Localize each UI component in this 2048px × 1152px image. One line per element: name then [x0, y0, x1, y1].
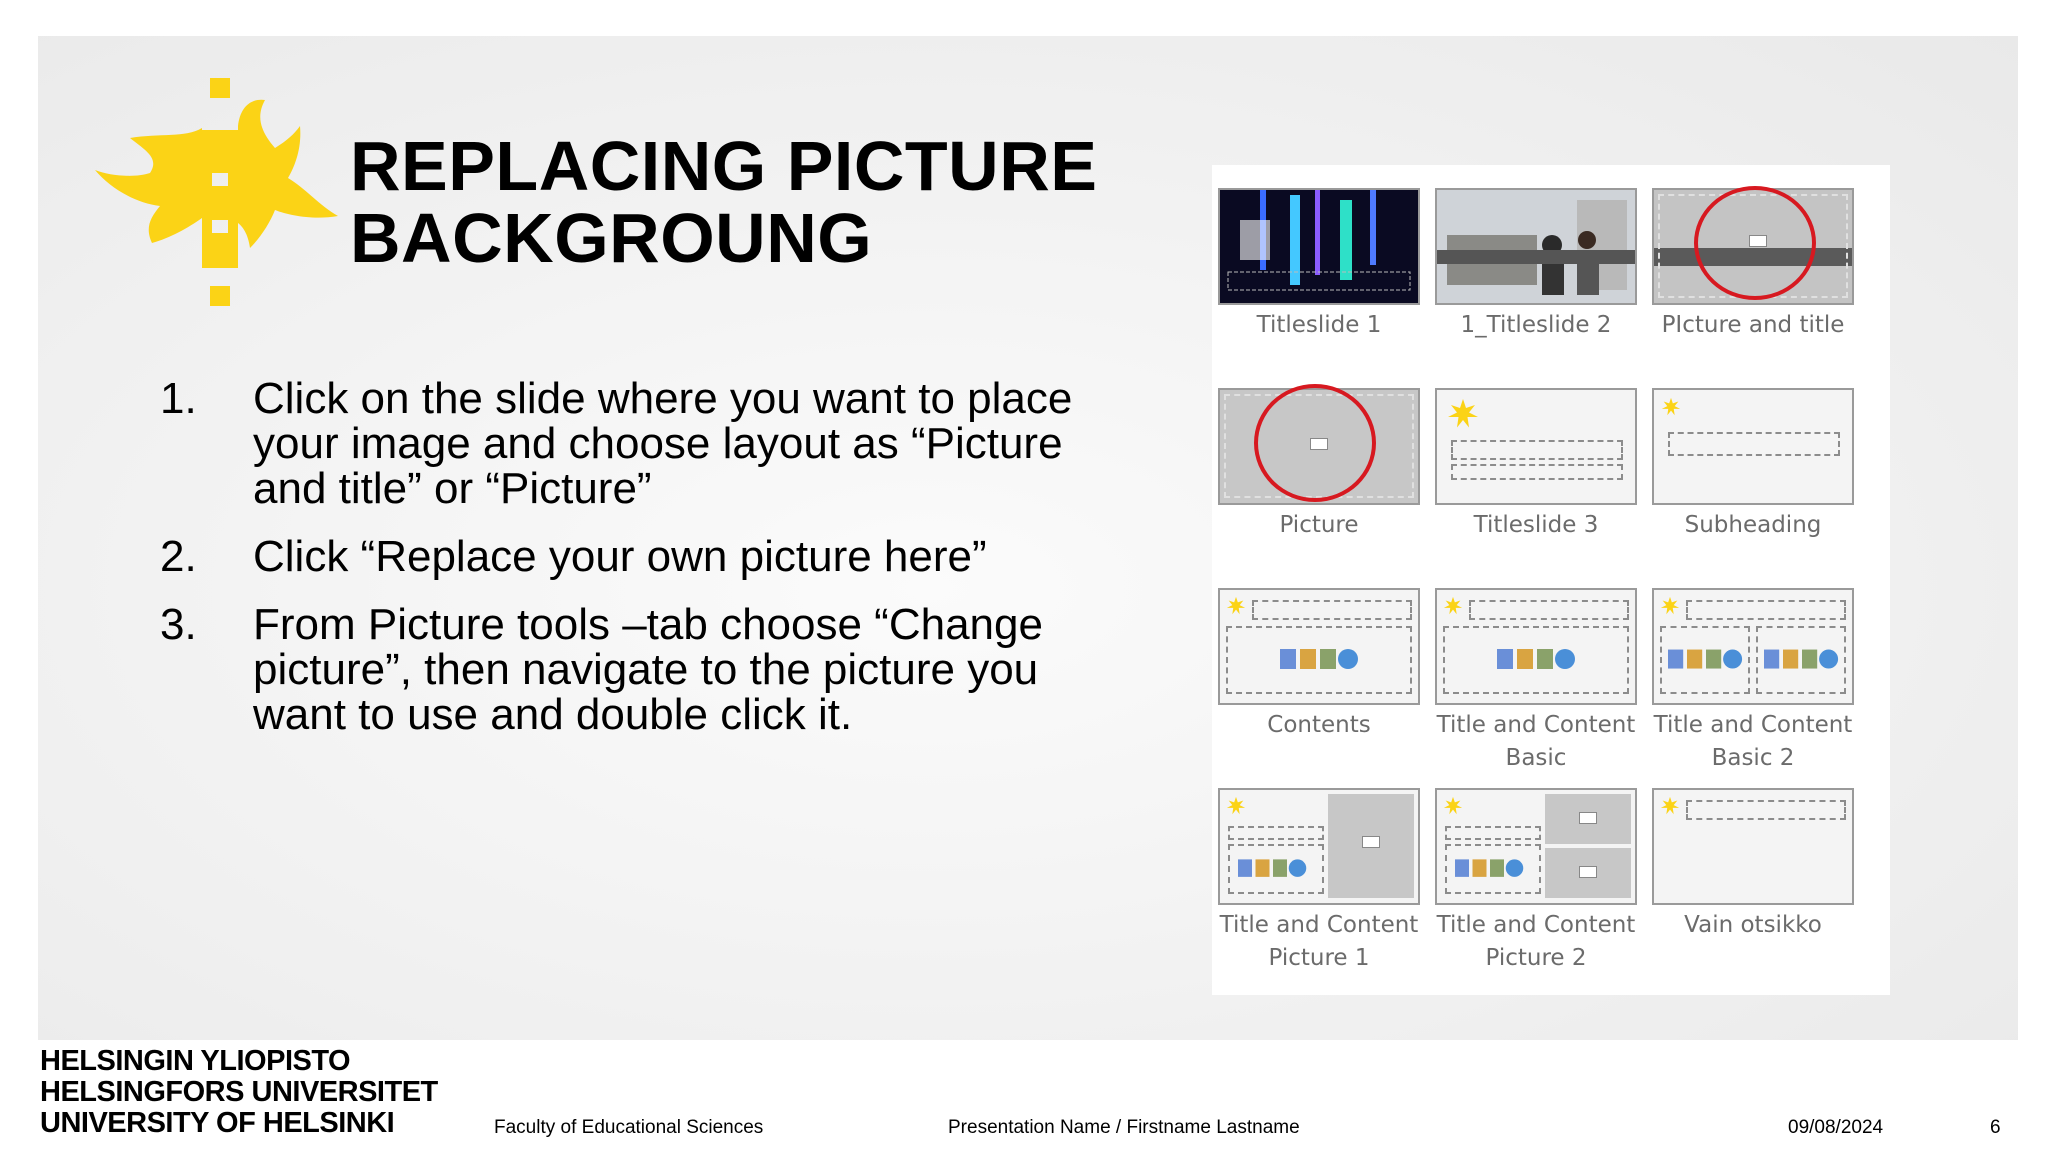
thumb-frame: [1435, 188, 1637, 305]
layout-thumb-picture-and-title[interactable]: [1652, 188, 1854, 338]
content-placeholder-icons: [1238, 854, 1308, 884]
step-text: From Picture tools –tab choose “Change picture”, then navigate to the picture you want to use and double click it.: [253, 600, 1043, 739]
layout-thumb-titleslide-2[interactable]: [1435, 188, 1637, 338]
photo-preview-icon: [1220, 190, 1418, 303]
mini-flame-icon: [1445, 396, 1481, 432]
layout-thumb-picture[interactable]: [1218, 388, 1420, 538]
title-placeholder: [1445, 826, 1541, 840]
wordmark-line-english: UNIVERSITY OF HELSINKI: [40, 1107, 395, 1139]
footer-page-number: 6: [1990, 1117, 2001, 1138]
layout-thumb-title-content-picture-2[interactable]: [1435, 788, 1637, 971]
step-text: Click “Replace your own picture here”: [253, 532, 987, 581]
title-placeholder: [1686, 600, 1846, 620]
layout-gallery: [1212, 165, 1890, 995]
layout-thumb-contents[interactable]: [1218, 588, 1420, 738]
layout-thumb-titleslide-1[interactable]: [1218, 188, 1420, 338]
instruction-list: [160, 376, 1140, 760]
layout-thumb-vain-otsikko[interactable]: [1652, 788, 1854, 938]
thumb-frame: [1435, 588, 1637, 705]
step-number: 3.: [160, 600, 197, 649]
university-flame-logo-icon: [90, 78, 338, 308]
subtitle-placeholder: [1451, 464, 1623, 480]
mini-flame-icon: [1225, 795, 1247, 817]
footer-presentation-name: Presentation Name / Firstname Lastname: [948, 1117, 1300, 1138]
wordmark-line-swedish: HELSINGFORS UNIVERSITET: [40, 1076, 438, 1108]
thumb-frame: [1652, 388, 1854, 505]
layout-label: 1_Titleslide 2: [1460, 312, 1612, 338]
content-placeholder-icons: [1497, 645, 1577, 675]
layout-thumb-title-content-basic[interactable]: [1435, 588, 1637, 771]
mini-flame-icon: [1442, 795, 1464, 817]
layout-label: Contents: [1267, 712, 1371, 738]
picture-placeholder-icon: [1362, 836, 1380, 848]
mini-flame-icon: [1659, 595, 1681, 617]
step-text: Click on the slide where you want to place your image and choose layout as “Picture and title” or “Picture”: [253, 374, 1073, 513]
layout-label: Subheading: [1684, 512, 1822, 538]
photo-preview-icon: [1437, 190, 1635, 303]
mini-flame-icon: [1659, 795, 1681, 817]
layout-thumb-title-content-picture-1[interactable]: [1218, 788, 1420, 971]
thumb-frame: [1218, 588, 1420, 705]
thumb-frame: [1652, 788, 1854, 905]
step-number: 1.: [160, 374, 197, 423]
content-placeholder-icons: [1764, 645, 1840, 675]
thumb-frame: [1218, 188, 1420, 305]
thumb-frame: [1652, 588, 1854, 705]
layout-thumb-titleslide-3[interactable]: [1435, 388, 1637, 538]
layout-label: Title and Content Picture 2: [1436, 912, 1636, 971]
title-placeholder: [1228, 826, 1324, 840]
layout-label: Titleslide 3: [1473, 512, 1599, 538]
instruction-step: [160, 602, 1140, 737]
footer-date: 09/08/2024: [1788, 1117, 1884, 1138]
wordmark-line-finnish: HELSINGIN YLIOPISTO: [40, 1045, 351, 1077]
heading-placeholder: [1668, 432, 1840, 456]
layout-label: Title and Content Picture 1: [1219, 912, 1419, 971]
instruction-step: [160, 376, 1140, 511]
mini-flame-icon: [1442, 595, 1464, 617]
picture-placeholder-icon: [1579, 866, 1597, 878]
title-placeholder: [1451, 440, 1623, 460]
thumb-frame: [1435, 788, 1637, 905]
thumb-frame: [1435, 388, 1637, 505]
thumb-frame: [1218, 788, 1420, 905]
layout-label: Picture: [1279, 512, 1359, 538]
step-number: 2.: [160, 532, 197, 581]
mini-flame-icon: [1225, 595, 1247, 617]
content-placeholder-icons: [1668, 645, 1744, 675]
mini-flame-icon: [1660, 396, 1682, 418]
title-line-1: REPLACING PICTURE: [350, 127, 1098, 205]
layout-thumb-title-content-basic-2[interactable]: [1652, 588, 1854, 771]
instruction-step: [160, 534, 1140, 579]
highlight-circle: [1694, 186, 1816, 300]
university-wordmark: [40, 1046, 438, 1139]
layout-thumb-subheading[interactable]: [1652, 388, 1854, 538]
slide-canvas: [38, 36, 2018, 1040]
footer-faculty: Faculty of Educational Sciences: [494, 1117, 764, 1138]
layout-label: PIcture and title: [1661, 312, 1845, 338]
layout-label: Title and Content Basic: [1436, 712, 1636, 771]
layout-label: Titleslide 1: [1256, 312, 1382, 338]
layout-label: Vain otsikko: [1684, 912, 1822, 938]
title-line-2: BACKGROUNG: [350, 199, 873, 277]
title-placeholder: [1686, 800, 1846, 820]
title-placeholder: [1252, 600, 1412, 620]
content-placeholder-icons: [1455, 854, 1525, 884]
slide-title: [350, 127, 1098, 277]
picture-placeholder-icon: [1579, 812, 1597, 824]
highlight-circle: [1254, 384, 1376, 502]
layout-label: Title and Content Basic 2: [1653, 712, 1853, 771]
title-placeholder: [1469, 600, 1629, 620]
content-placeholder-icons: [1280, 645, 1360, 675]
